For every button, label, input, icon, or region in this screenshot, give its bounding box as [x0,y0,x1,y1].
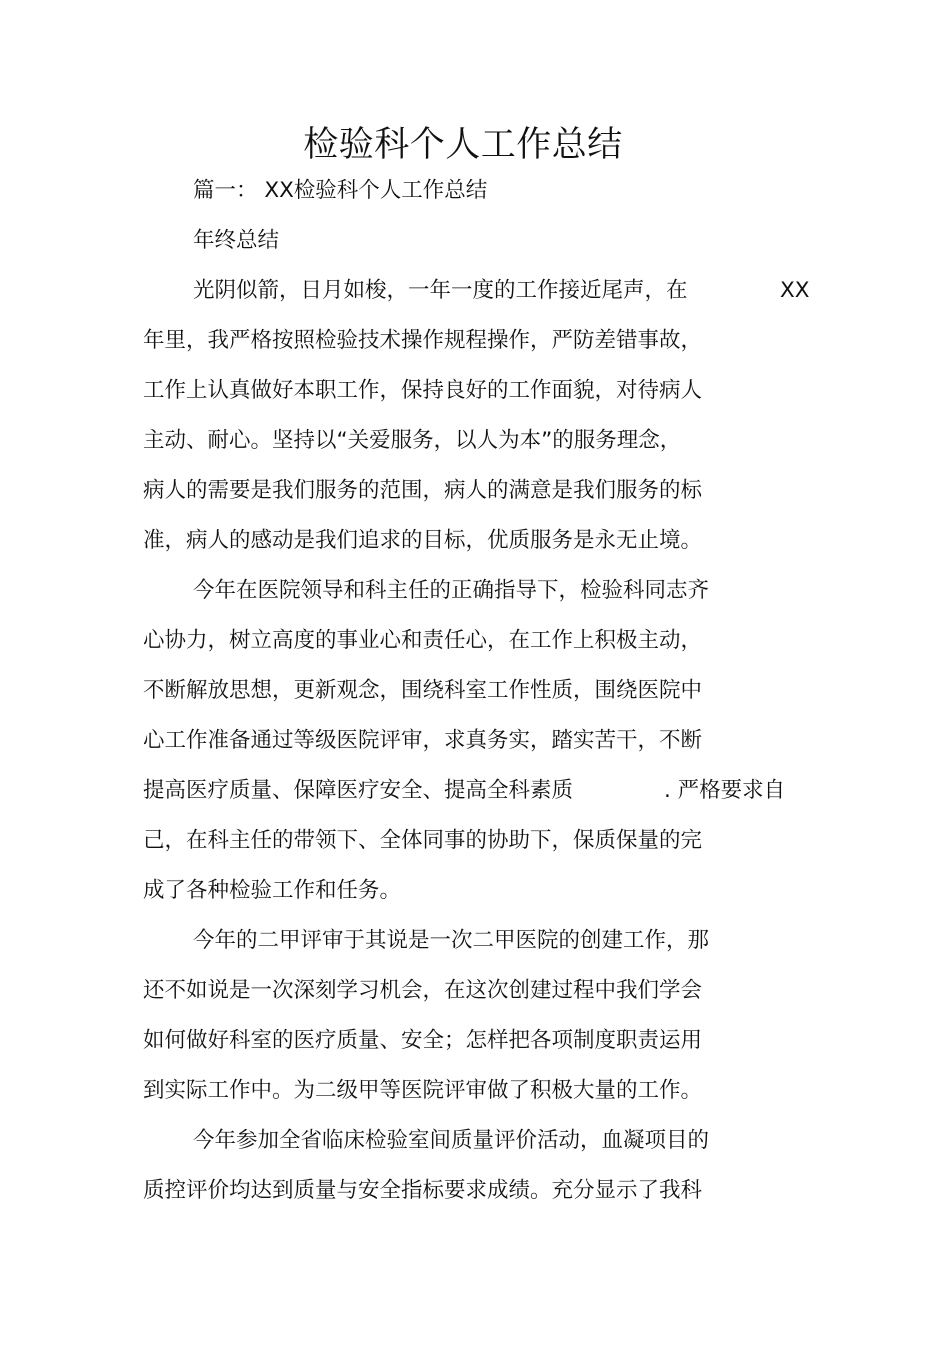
paragraph-3-line-3: 如何做好科室的医疗质量、安全；怎样把各项制度职责运用 [143,1028,703,1053]
section-heading: 年终总结 [193,228,280,253]
paragraph-2-line-7: 成了各种检验工作和任务。 [143,878,402,903]
paragraph-2-line-4: 心工作准备通过等级医院评审，求真务实，踏实苦干，不断 [143,728,703,753]
section-subtitle: 篇一： XX检验科个人工作总结 [193,178,488,203]
paragraph-3-line-2: 还不如说是一次深刻学习机会，在这次创建过程中我们学会 [143,978,703,1003]
paragraph-1-line-3: 工作上认真做好本职工作，保持良好的工作面貌，对待病人 [143,378,703,403]
paragraph-1-line-1-tail: XX [780,278,810,303]
paragraph-2-line-3: 不断解放思想，更新观念，围绕科室工作性质，围绕医院中 [143,678,703,703]
paragraph-2-line-5: 提高医疗质量、保障医疗安全、提高全科素质 [143,778,574,803]
paragraph-1-line-2: 年里，我严格按照检验技术操作规程操作，严防差错事故， [143,328,703,353]
paragraph-1-line-5: 病人的需要是我们服务的范围，病人的满意是我们服务的标 [143,478,703,503]
paragraph-1-line-6: 准，病人的感动是我们追求的目标，优质服务是永无止境。 [143,528,703,553]
paragraph-2-line-5-tail: . 严格要求自 [664,778,786,803]
paragraph-3-line-4: 到实际工作中。为二级甲等医院评审做了积极大量的工作。 [143,1078,703,1103]
paragraph-2-line-1: 今年在医院领导和科主任的正确指导下，检验科同志齐 [193,578,710,603]
document-title: 检验科个人工作总结 [303,125,623,165]
paragraph-2-line-2: 心协力，树立高度的事业心和责任心，在工作上积极主动， [143,628,703,653]
paragraph-2-line-6: 己，在科主任的带领下、全体同事的协助下，保质保量的完 [143,828,703,853]
paragraph-4-line-1: 今年参加全省临床检验室间质量评价活动，血凝项目的 [193,1128,710,1153]
paragraph-1-line-4: 主动、耐心。坚持以“关爱服务，以人为本”的服务理念， [143,428,682,453]
paragraph-1-line-1: 光阴似箭，日月如梭，一年一度的工作接近尾声，在 [193,278,688,303]
paragraph-4-line-2: 质控评价均达到质量与安全指标要求成绩。充分显示了我科 [143,1178,703,1203]
paragraph-3-line-1: 今年的二甲评审于其说是一次二甲医院的创建工作，那 [193,928,710,953]
